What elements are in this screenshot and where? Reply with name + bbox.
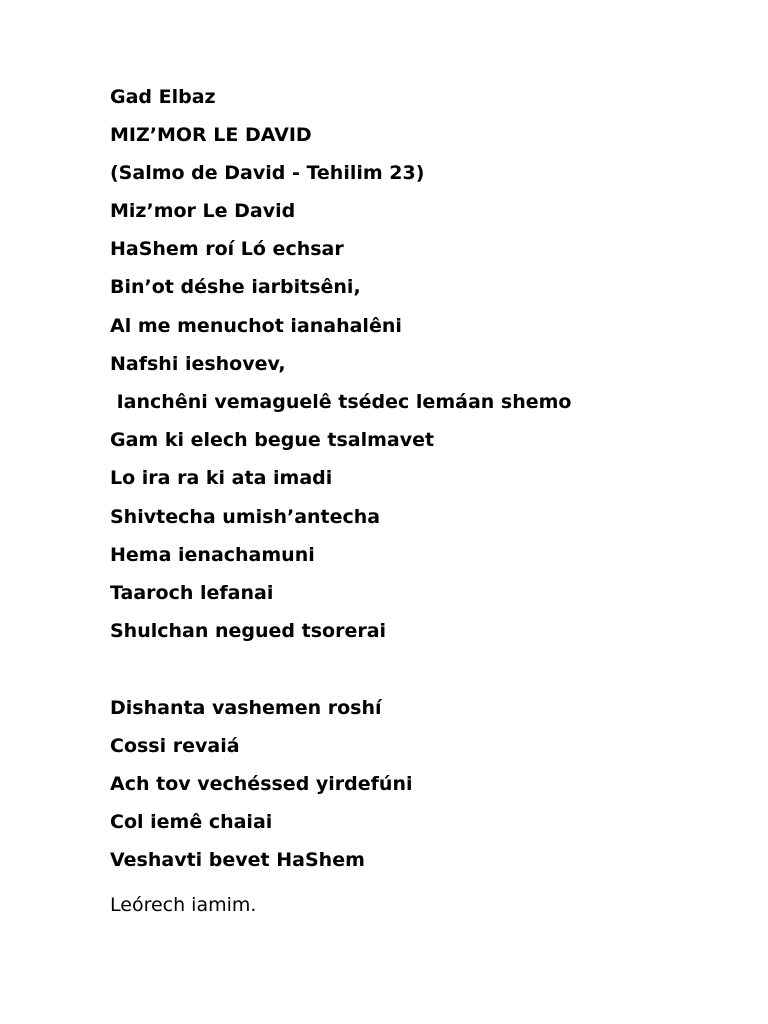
subtitle-line: (Salmo de David - Tehilim 23)	[110, 162, 425, 184]
text-line: Gam ki elech begue tsalmavet	[110, 429, 435, 451]
text-line: Cossi revaiá	[110, 735, 240, 757]
text-line: Miz’mor Le David	[110, 200, 296, 222]
text-line: Ianchêni vemaguelê tsédec lemáan shemo	[110, 391, 572, 413]
text-line: Al me menuchot ianahalêni	[110, 315, 402, 337]
text-line: Dishanta vashemen roshí	[110, 697, 382, 719]
text-line: Bin’ot déshe iarbitsêni,	[110, 276, 361, 298]
title-line: MIZ’MOR LE DAVID	[110, 124, 312, 146]
text-line: Lo ira ra ki ata imadi	[110, 467, 333, 489]
text-line: Shivtecha umish’antecha	[110, 506, 381, 528]
text-line: HaShem roí Ló echsar	[110, 238, 344, 260]
text-line: Nafshi ieshovev,	[110, 353, 286, 375]
closing-line: Leórech iamim.	[110, 894, 257, 916]
text-line: Veshavti bevet HaShem	[110, 849, 365, 871]
text-line: Ach tov vechéssed yirdefúni	[110, 773, 413, 795]
text-line: Hema ienachamuni	[110, 544, 315, 566]
text-line: Col iemê chaiai	[110, 811, 273, 833]
text-line: Taaroch lefanai	[110, 582, 274, 604]
author-line: Gad Elbaz	[110, 86, 216, 108]
text-line: Shulchan negued tsorerai	[110, 620, 387, 642]
